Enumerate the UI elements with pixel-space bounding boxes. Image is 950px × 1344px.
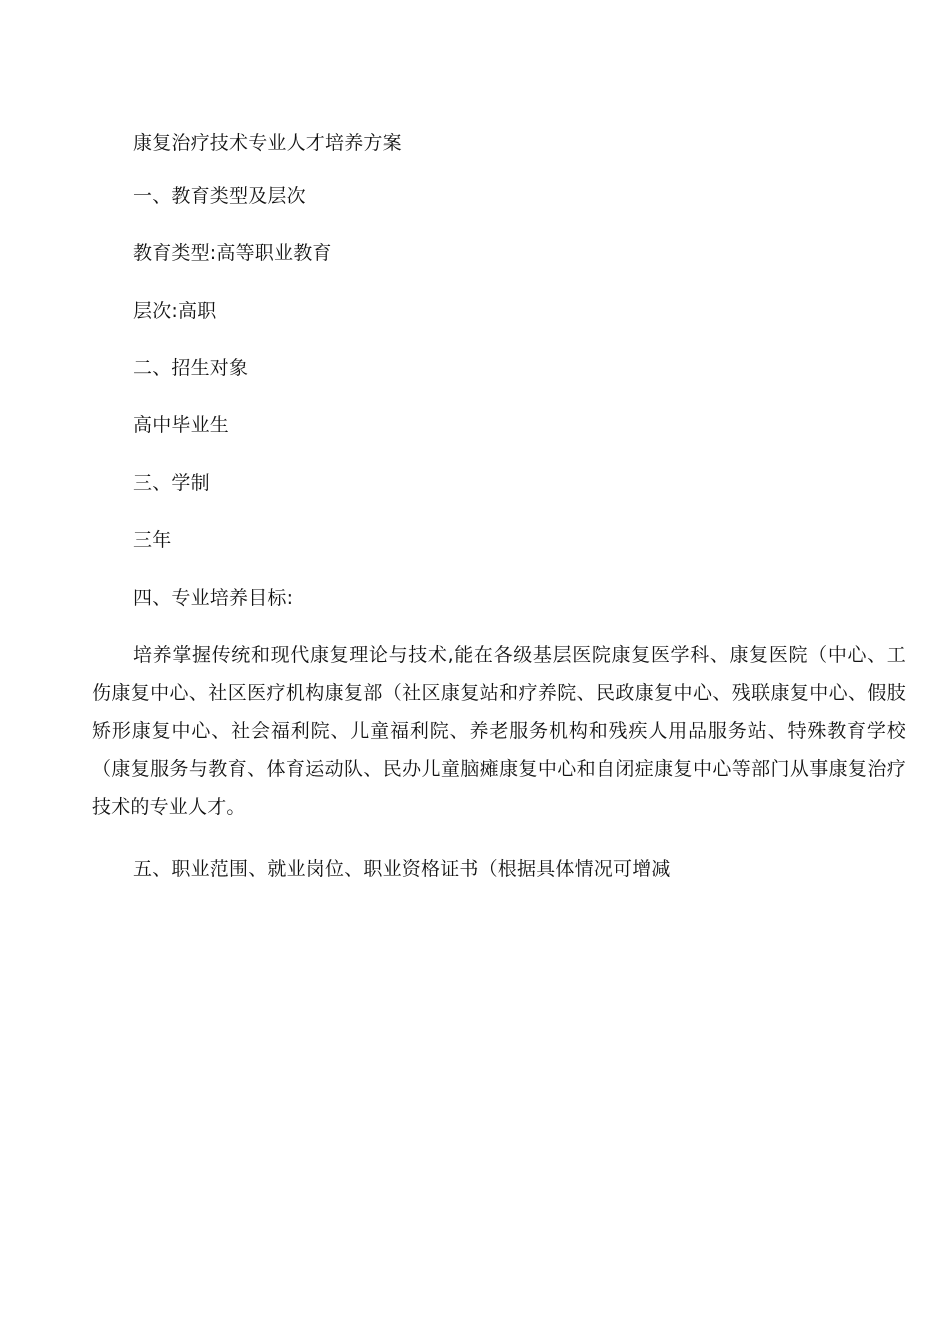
section-heading-duration: 三、学制 — [133, 472, 210, 494]
section-heading-education-type: 一、教育类型及层次 — [133, 185, 306, 207]
section-heading-objective: 四、专业培养目标: — [133, 587, 294, 609]
document-title: 康复治疗技术专业人才培养方案 — [133, 132, 402, 154]
training-objective-paragraph: 培养掌握传统和现代康复理论与技术,能在各级基层医院康复医学科、康复医院（中心、工伤康复中心、社区医疗机构康复部（社区康复站和疗养院、民政康复中心、残联康复中心、假肢矫形康复中心、社会福利院、儿童福利院、养老服务机构和残疾人用品服务站、特殊教育学校（康复服务与教育、体育运动队、民办儿童脑瘫康复中心和自闭症康复中心等部门从事康复治疗技术的专业人才。 — [92, 644, 906, 818]
enrollment-target-text: 高中毕业生 — [133, 414, 230, 436]
section-heading-enrollment: 二、招生对象 — [133, 357, 249, 379]
level-text: 层次:高职 — [133, 300, 217, 322]
education-type-text: 教育类型:高等职业教育 — [133, 242, 332, 264]
duration-text: 三年 — [133, 529, 172, 551]
section-heading-career: 五、职业范围、就业岗位、职业资格证书（根据具体情况可增减 — [133, 858, 671, 880]
